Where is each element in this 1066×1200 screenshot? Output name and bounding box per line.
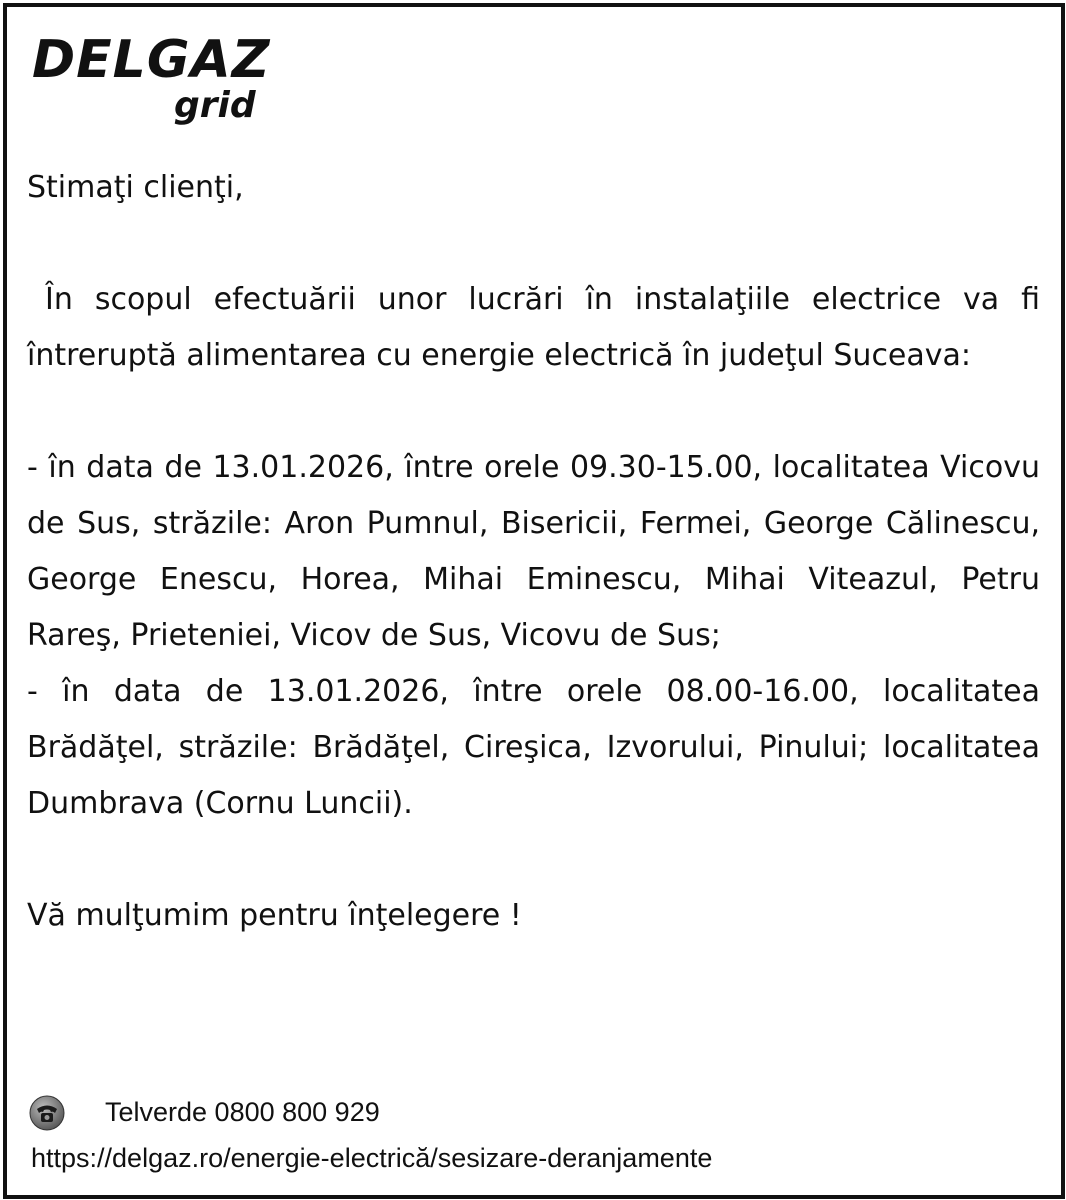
schedule-item-2: - în data de 13.01.2026, între orele 08.00-16.00, localitatea Brădăţel, străzile: Brădăţel, Cireşica, Izvorului, Pinului; localitatea Dumbrava (Cornu Luncii). xyxy=(27,674,1040,821)
greeting: Stimaţi clienţi, xyxy=(27,170,244,205)
phone-icon xyxy=(29,1095,65,1131)
delgaz-grid-logo xyxy=(32,30,277,130)
thanks-line: Vă mulţumim pentru înţelegere ! xyxy=(27,898,522,933)
spacer xyxy=(27,384,1040,440)
contact-block xyxy=(27,1092,1037,1173)
logo-subtitle: grid xyxy=(174,85,256,126)
logo-wordmark: DELGAZ xyxy=(32,30,271,90)
intro-paragraph: În scopul efectuării unor lucrări în instalaţiile electrice va fi întreruptă alimentarea cu energie electrică în judeţul Suceava: xyxy=(27,282,1040,373)
schedule-item-1: - în data de 13.01.2026, între orele 09.30-15.00, localitatea Vicovu de Sus, străzile: Aron Pumnul, Bisericii, Fermei, George Călinescu, George Enescu, Horea, Mihai Eminescu, Mihai Viteazul, Petru Rareş, Prieteniei, Vicov de Sus, Vicovu de Sus; xyxy=(27,450,1040,653)
phone-number: Telverde 0800 800 929 xyxy=(105,1097,380,1127)
report-url[interactable]: https://delgaz.ro/energie-electrică/sesizare-deranjamente xyxy=(31,1143,713,1173)
phone-row xyxy=(27,1092,1037,1132)
notice-body xyxy=(27,160,1040,944)
